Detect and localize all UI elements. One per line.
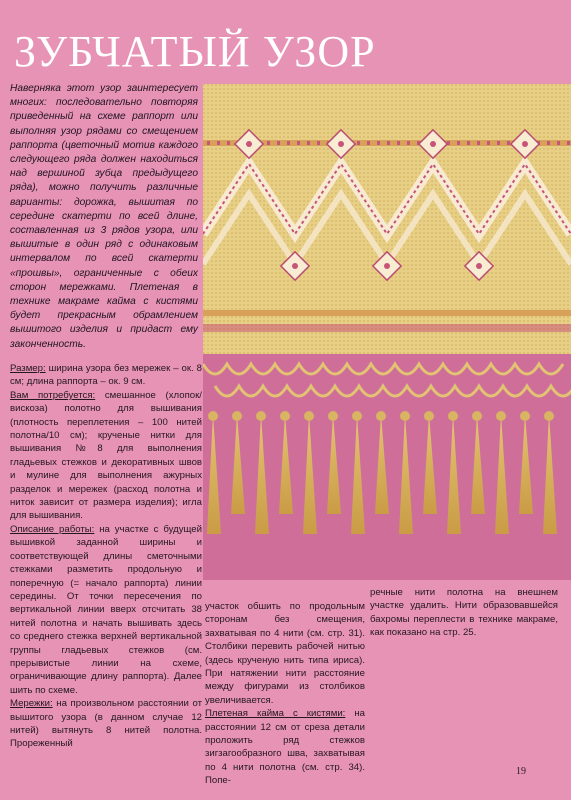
description-label: Описание работы:: [10, 523, 95, 535]
page-number: 19: [516, 766, 526, 777]
hemstitch-paragraph: [10, 697, 202, 751]
border-label: Плетеная кайма с кистями:: [205, 708, 346, 720]
hemstitch-text: на произвольном расстоянии от вышитого узора (в данном случае 12 нитей) вытянуть 8 нитей полотна. Прореженный: [10, 698, 202, 750]
col2-paragraph: участок обшить по продольным сторонам без смещения, захватывая по 4 нити (см. стр. 31). Столбики перевить рабочей нитью (здесь крученую нить типа ириса). При натяжении нити расстояние между фигурами из столбиков увеличивается.: [205, 601, 365, 706]
description-paragraph: [10, 523, 202, 697]
materials-paragraph: [10, 389, 202, 523]
border-text: на расстоянии 12 см от среза детали проложить ряд стежков зигзагообразного шва, захватывая по 4 нити полотна (см. стр. 34). Попе-: [205, 708, 365, 787]
size-text: ширина узора без мережек – ок. 8 см; длина раппорта – ок. 9 см.: [10, 363, 202, 388]
text-column-1: [10, 362, 202, 751]
border-paragraph: [205, 707, 365, 787]
page-title: ЗУБЧАТЫЙ УЗОР: [14, 27, 376, 76]
description-text: на участке с будущей вышивкой заданной ширины и соответствующей длины сметочными стежками разметить продольную и поперечную (= начало раппорта) линии середины. От точки пересечения по вертикальной линии вверх отсчитать 38 нитей полотна и начать вышивать здесь со среднего стежка верхней вертикальной группы гладьевых стежков (см. прерывистые линии на схеме, ограничивающие длину раппорта). Далее шить по схеме.: [10, 523, 202, 696]
hemstitch-label: Мережки:: [10, 698, 53, 710]
text-column-3: [370, 586, 558, 640]
embroidered-tablecloth-image: [203, 84, 571, 580]
size-paragraph: [10, 362, 202, 389]
embroidery-photo: [203, 84, 571, 580]
materials-text: смешанное (хлопок/вискоза) полотно для вышивания (плотность переплетения – 100 нитей полотна/10 см); крученые нитки для вышивания №8 для выполнения гладьевых стежков и декоративных швов и мулине для выполнения ажурных разделок и мережек (расход полотна и ниток зависит от размера изделия); игла для вышивания.: [10, 389, 202, 522]
materials-label: Вам потребуется:: [10, 389, 96, 401]
col3-paragraph: речные нити полотна на внешнем участке удалить. Нити образовавшейся бахромы переплести в технике макраме, как показано на стр. 25.: [370, 587, 558, 639]
text-column-2: [205, 600, 365, 788]
intro-paragraph: Наверняка этот узор заинтересует многих: последовательно повторяя приведенный на схеме раппорт или выполняя узор рядами со смещением раппорта (цветочный мотив каждого следующего ряда должен находиться над вершиной зубца предыдущего ряда), можно получить различные варианты: дорожка, вышитая по середине скатерти по всей длине, составленная из 3 рядов узора, или вышитые в один ряд с одинаковым интервалом по всей скатерти «прошвы», ограниченные с обеих сторон мережками. Плетеная в технике макраме кайма с кистями будет прекрасным обрамлением вышитого изделия и придаст ему законченность.: [10, 83, 198, 350]
size-label: Размер:: [10, 363, 46, 374]
